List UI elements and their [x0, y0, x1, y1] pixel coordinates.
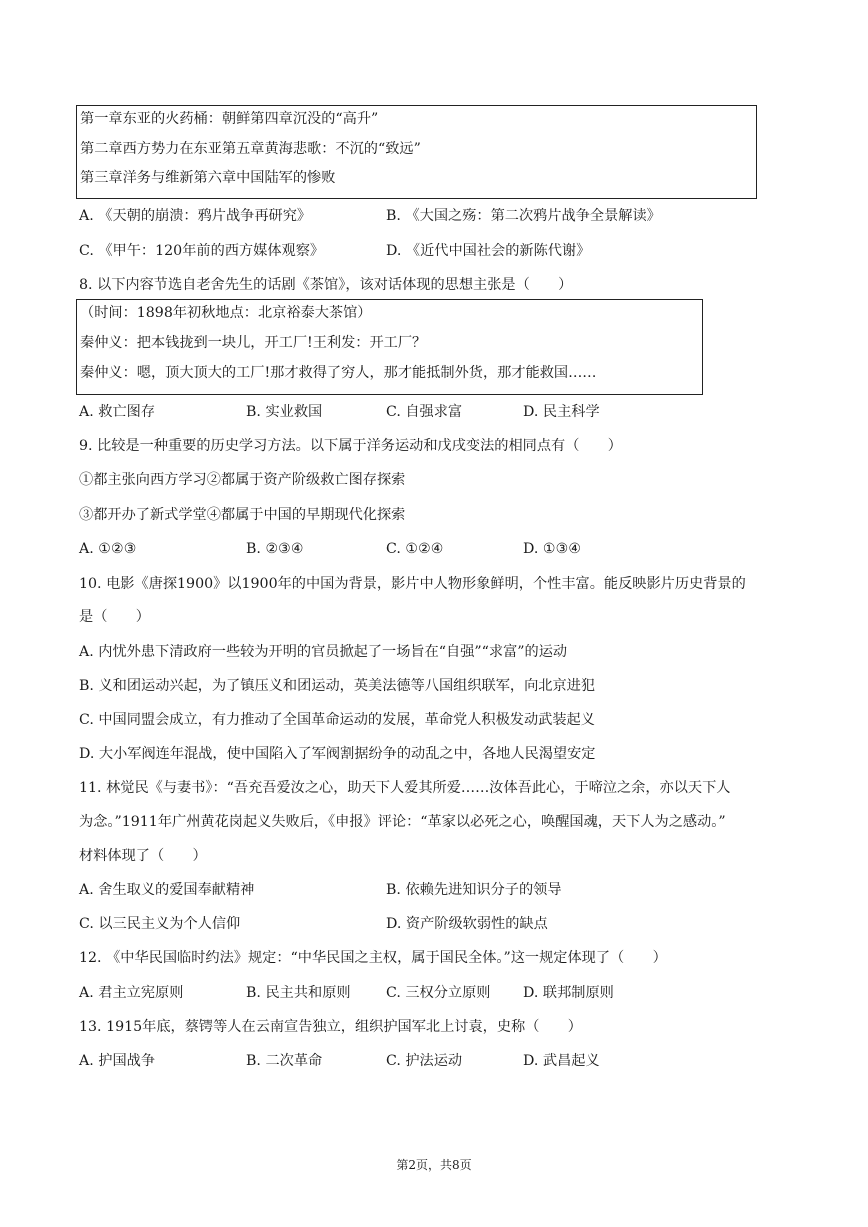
q7-option-a: A. 《天朝的崩溃：鸦片战争再研究》 [79, 208, 312, 224]
q12-option-a: A. 君主立宪原则 [79, 985, 184, 1001]
q8-option-c: C. 自强求富 [386, 404, 463, 420]
chapter-line: 第一章东亚的火药桶：朝鲜第四章沉没的“高升” [80, 111, 379, 127]
q8-option-a: A. 救亡图存 [79, 404, 156, 420]
q13-option-d: D. 武昌起义 [523, 1053, 600, 1069]
q8-option-b: B. 实业救国 [246, 404, 323, 420]
q12-option-c: C. 三权分立原则 [386, 985, 491, 1001]
q11-option-d: D. 资产阶级软弱性的缺点 [386, 916, 548, 932]
q10-option-a: A. 内忧外患下清政府一些较为开明的官员掀起了一场旨在“自强”“求富”的运动 [79, 644, 568, 660]
q9-option-d: D. ①③④ [523, 541, 582, 557]
q12-stem: 12. 《中华民国临时约法》规定：“中华民国之主权，属于国民全体。”这一规定体现了（ ） [79, 950, 667, 966]
q9-option-a: A. ①②③ [79, 541, 137, 557]
chapter-line: 第二章西方势力在东亚第五章黄海悲歌：不沉的“致远” [80, 141, 421, 157]
q13-option-b: B. 二次革命 [246, 1053, 323, 1069]
dialogue-line: 秦仲义：嗯，顶大顶大的工厂!那才救得了穷人，那才能抵制外货，那才能救国…… [80, 365, 597, 381]
q9-stem: 9. 比较是一种重要的历史学习方法。以下属于洋务运动和戊戌变法的相同点有（ ） [79, 438, 622, 454]
q7-option-b: B. 《大国之殇：第二次鸦片战争全景解读》 [386, 208, 661, 224]
q11-stem-end: 材料体现了（ ） [79, 848, 207, 864]
q12-option-b: B. 民主共和原则 [246, 985, 351, 1001]
dialogue-line: （时间：1898年初秋地点：北京裕泰大茶馆） [80, 305, 372, 321]
q8-stem: 8. 以下内容节选自老舍先生的话剧《茶馆》，该对话体现的思想主张是（ ） [79, 277, 573, 293]
page-number: 第2页，共8页 [396, 1158, 472, 1172]
q10-stem-cont: 是（ ） [79, 609, 150, 625]
q10-option-b: B. 义和团运动兴起，为了镇压义和团运动，英美法德等八国组织联军，向北京进犯 [79, 678, 596, 694]
q12-option-d: D. 联邦制原则 [523, 985, 614, 1001]
q11-stem: 11. 林觉民《与妻书》：“吾充吾爱汝之心，助天下人爱其所爱……汝体吾此心，于啼泣之余，亦以天下人 [79, 780, 731, 796]
dialogue-line: 秦仲义：把本钱拢到一块儿，开工厂!王利发：开工厂？ [80, 335, 427, 351]
q11-option-a: A. 舍生取义的爱国奉献精神 [79, 882, 255, 898]
q11-option-c: C. 以三民主义为个人信仰 [79, 916, 241, 932]
q9-item: ①都主张向西方学习②都属于资产阶级救亡图存探索 [79, 472, 406, 488]
q9-option-c: C. ①②④ [386, 541, 444, 557]
q10-option-d: D. 大小军阀连年混战，使中国陷入了军阀割据纷争的动乱之中，各地人民渴望安定 [79, 746, 596, 762]
chapter-list-box [76, 105, 757, 199]
q11-option-b: B. 依赖先进知识分子的领导 [386, 882, 562, 898]
q13-option-a: A. 护国战争 [79, 1053, 156, 1069]
q13-stem: 13. 1915年底，蔡锷等人在云南宣告独立，组织护国军北上讨袁，史称（ ） [79, 1019, 582, 1035]
q13-option-c: C. 护法运动 [386, 1053, 463, 1069]
q7-option-d: D. 《近代中国社会的新陈代谢》 [386, 243, 591, 259]
q9-option-b: B. ②③④ [246, 541, 304, 557]
q10-stem: 10. 电影《唐探1900》以1900年的中国为背景，影片中人物形象鲜明，个性丰富。能反映影片历史背景的 [79, 576, 746, 592]
q9-item: ③都开办了新式学堂④都属于中国的早期现代化探索 [79, 507, 406, 523]
q10-option-c: C. 中国同盟会成立，有力推动了全国革命运动的发展，革命党人积极发动武装起义 [79, 712, 595, 728]
dialogue-box [76, 299, 703, 395]
q8-option-d: D. 民主科学 [523, 404, 600, 420]
q7-option-c: C. 《甲午：120年前的西方媒体观察》 [79, 243, 325, 259]
q11-stem-cont: 为念。”1911年广州黄花岗起义失败后，《申报》评论：“革家以必死之心，唤醒国魂，天下人为之感动。” [79, 814, 726, 830]
chapter-line: 第三章洋务与维新第六章中国陆军的惨败 [80, 170, 336, 186]
